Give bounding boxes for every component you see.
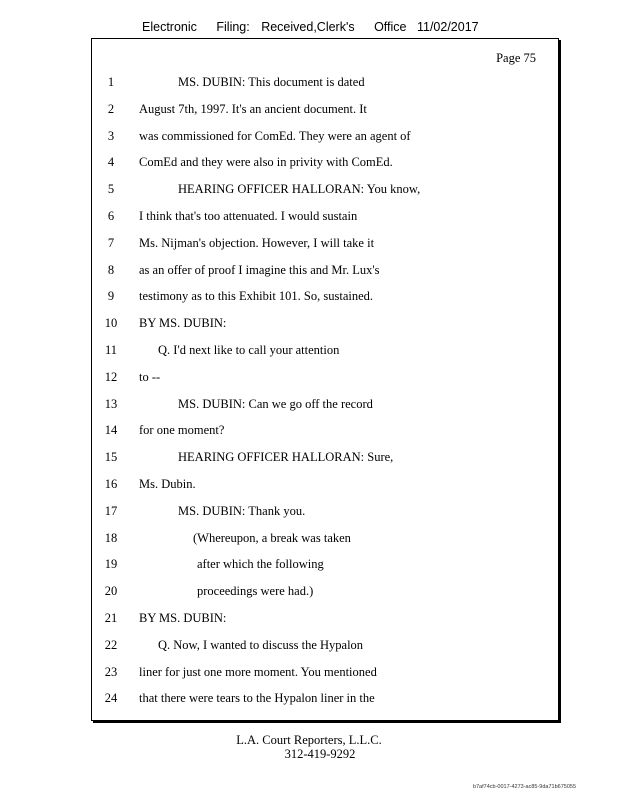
- line-number: 16: [104, 477, 118, 491]
- filing-stamp: [142, 20, 479, 34]
- transcript-line: [92, 688, 558, 708]
- line-number: 6: [107, 209, 115, 223]
- transcript-page: [91, 38, 559, 721]
- line-number: 2: [107, 101, 115, 116]
- transcript-line: [92, 528, 558, 548]
- line-text: proceedings were had.): [197, 584, 314, 599]
- line-number: 13: [104, 396, 118, 411]
- transcript-line: [92, 635, 558, 655]
- line-number: 18: [104, 530, 118, 545]
- line-number: 11: [104, 343, 118, 357]
- line-text: Ms. Dubin.: [139, 477, 196, 491]
- line-text: HEARING OFFICER HALLORAN: You know,: [178, 182, 421, 197]
- line-number: 12: [104, 369, 118, 384]
- transcript-line: [92, 394, 558, 414]
- line-text: to --: [139, 369, 161, 384]
- transcript-line: [92, 581, 558, 601]
- transcript-line: [92, 126, 558, 146]
- filing-filing: Filing:: [216, 20, 250, 34]
- transcript-line: [92, 286, 558, 306]
- line-text: for one moment?: [139, 423, 225, 438]
- line-number: 21: [104, 611, 118, 625]
- transcript-line: [92, 662, 558, 682]
- line-number: 8: [107, 262, 115, 277]
- line-number: 9: [107, 289, 115, 304]
- line-text: as an offer of proof I imagine this and Mr. Lux's: [139, 262, 380, 277]
- reporter-phone: 312-419-9292: [284, 747, 356, 761]
- line-text: liner for just one more moment. You mentioned: [139, 664, 377, 679]
- line-text: (Whereupon, a break was taken: [193, 530, 351, 545]
- line-text: BY MS. DUBIN:: [139, 316, 227, 331]
- line-number: 23: [104, 664, 118, 679]
- line-number: 5: [107, 182, 115, 197]
- line-text: testimony as to this Exhibit 101. So, sustained.: [139, 289, 374, 304]
- line-text: MS. DUBIN: This document is dated: [178, 75, 365, 89]
- filing-received: Received,Clerk's: [261, 20, 355, 34]
- transcript-line: [92, 367, 558, 387]
- transcript-line: [92, 554, 558, 574]
- line-text: Q. I'd next like to call your attention: [158, 343, 340, 357]
- transcript-line: [92, 340, 558, 360]
- line-number: 1: [107, 75, 115, 89]
- line-number: 22: [104, 637, 118, 652]
- transcript-line: [92, 99, 558, 119]
- filing-date: 11/02/2017: [416, 20, 479, 34]
- line-text: MS. DUBIN: Can we go off the record: [178, 396, 373, 411]
- page-footer: [0, 733, 618, 761]
- line-text: MS. DUBIN: Thank you.: [178, 503, 306, 518]
- line-text: Ms. Nijman's objection. However, I will take it: [139, 235, 375, 250]
- filing-electronic: Electronic: [142, 20, 197, 34]
- page-number: Page 75: [496, 51, 536, 65]
- transcript-line: [92, 233, 558, 253]
- transcript-line: [92, 72, 558, 92]
- filing-office: Office: [374, 20, 407, 34]
- transcript-line: [92, 474, 558, 494]
- transcript-line: [92, 501, 558, 521]
- line-number: 24: [104, 691, 118, 706]
- line-number: 14: [104, 423, 118, 438]
- line-number: 10: [104, 316, 118, 331]
- transcript-line: [92, 260, 558, 280]
- line-text: after which the following: [197, 557, 324, 572]
- line-text: I think that's too attenuated. I would sustain: [139, 209, 358, 223]
- line-text: that there were tears to the Hypalon liner in the: [139, 691, 375, 706]
- transcript-line: [92, 608, 558, 628]
- transcript-line: [92, 447, 558, 467]
- line-text: was commissioned for ComEd. They were an agent of: [139, 128, 411, 143]
- line-text: HEARING OFFICER HALLORAN: Sure,: [178, 450, 394, 465]
- reporter-company: L.A. Court Reporters, L.L.C.: [236, 733, 382, 747]
- line-number: 19: [104, 557, 118, 572]
- line-text: BY MS. DUBIN:: [139, 611, 227, 625]
- line-number: 17: [104, 503, 118, 518]
- transcript-line: [92, 179, 558, 199]
- transcript-line: [92, 206, 558, 226]
- line-number: 15: [104, 450, 118, 465]
- line-number: 20: [104, 584, 118, 599]
- document-hash: b7af74cb-0017-4273-ac85-9da71b675055: [472, 784, 576, 790]
- line-number: 7: [107, 235, 115, 250]
- transcript-line: [92, 420, 558, 440]
- line-number: 3: [107, 128, 115, 143]
- transcript-line: [92, 152, 558, 172]
- line-text: August 7th, 1997. It's an ancient document. It: [139, 101, 367, 116]
- line-text: Q. Now, I wanted to discuss the Hypalon: [158, 637, 364, 652]
- line-text: ComEd and they were also in privity with ComEd.: [139, 155, 393, 170]
- line-number: 4: [107, 155, 115, 170]
- transcript-line: [92, 313, 558, 333]
